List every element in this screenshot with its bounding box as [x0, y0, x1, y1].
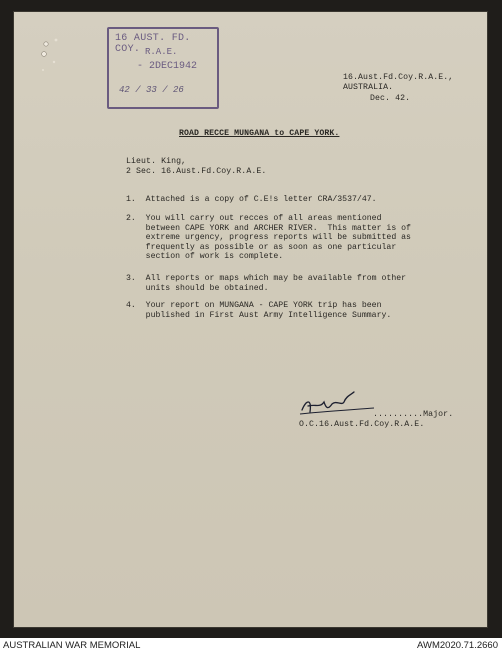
punch-holes	[38, 36, 62, 76]
archive-id: AWM2020.71.2660	[417, 640, 498, 651]
paragraph-3: 3. All reports or maps which may be available from other units should be obtained.	[126, 274, 407, 293]
document-title: ROAD RECCE MUNGANA to CAPE YORK.	[179, 129, 340, 138]
addressee-unit: 2 Sec. 16.Aust.Fd.Coy.R.A.E.	[126, 167, 267, 176]
signature-rank: ..........Major.	[373, 410, 454, 419]
header-date: Dec. 42.	[370, 94, 411, 103]
stamp-date: - 2DEC1942	[137, 61, 198, 72]
addressee-name: Lieut. King,	[126, 157, 187, 166]
stamp-reference: 42 / 33 / 26	[119, 85, 184, 95]
received-stamp	[107, 27, 219, 109]
document-page	[13, 11, 488, 628]
stamp-unit: 16 AUST. FD. COY.	[115, 33, 191, 55]
stamp-corps: R.A.E.	[145, 47, 178, 57]
header-country: AUSTRALIA.	[343, 83, 394, 92]
handwritten-signature	[298, 388, 378, 420]
signature-title: O.C.16.Aust.Fd.Coy.R.A.E.	[299, 420, 425, 429]
paragraph-1: 1. Attached is a copy of C.E!s letter CRA/3537/47.	[126, 195, 377, 204]
paragraph-4: 4. Your report on MUNGANA - CAPE YORK trip has been published in First Aust Army Intelligence Summary.	[126, 301, 392, 320]
header-unit: 16.Aust.Fd.Coy.R.A.E.,	[343, 73, 454, 82]
paragraph-2: 2. You will carry out recces of all areas mentioned between CAPE YORK and ARCHER RIVER. This matter is of extreme urgency, progress reports will be submitted as frequently as possible or as soon as one particular section of work is complete.	[126, 214, 411, 262]
archive-footer	[0, 638, 502, 653]
archive-name: AUSTRALIAN WAR MEMORIAL	[3, 640, 141, 651]
